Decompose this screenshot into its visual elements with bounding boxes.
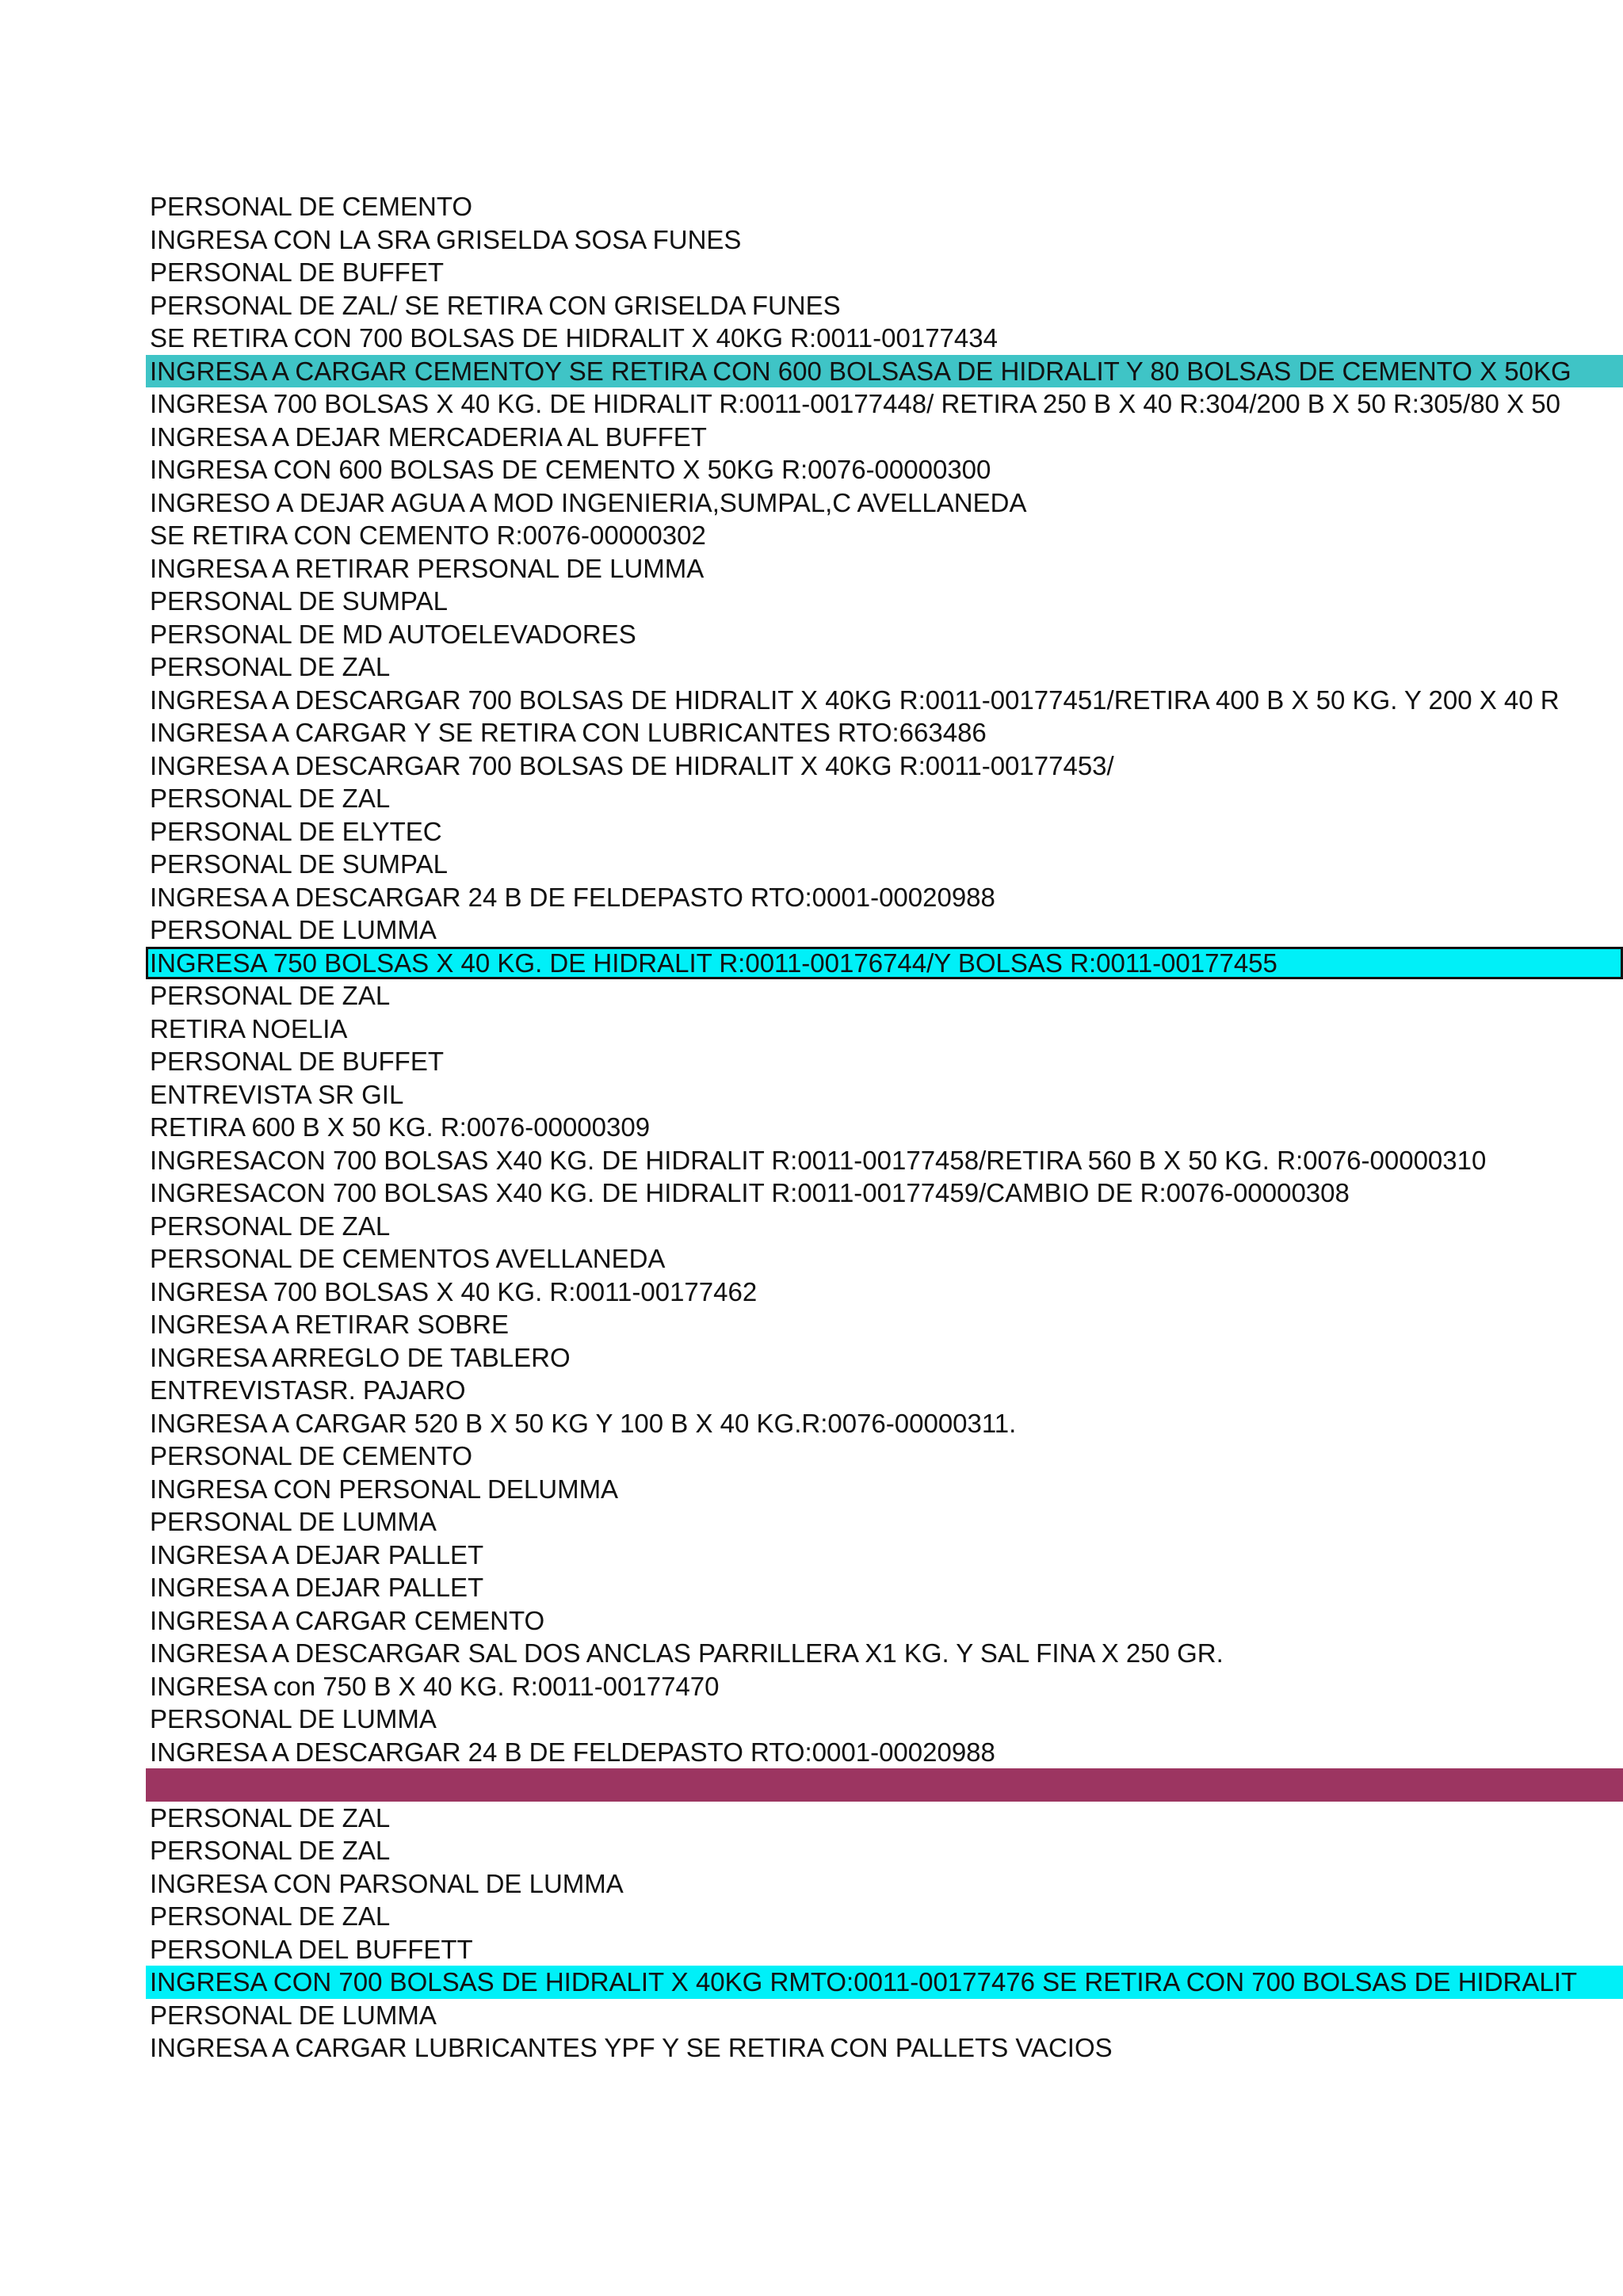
cell-row[interactable]: RETIRA 600 B X 50 KG. R:0076-00000309 bbox=[150, 1112, 651, 1142]
cell-row[interactable]: PERSONAL DE LUMMA bbox=[150, 915, 437, 944]
cell-row[interactable]: PERSONAL DE ZAL bbox=[150, 1211, 391, 1241]
cell-row[interactable]: INGRESA A DESCARGAR SAL DOS ANCLAS PARRILLERA X1 KG. Y SAL FINA X 250 GR. bbox=[150, 1638, 1224, 1668]
cell-row[interactable]: PERSONAL DE LUMMA bbox=[150, 2000, 437, 2030]
cell-row[interactable]: INGRESA CON LA SRA GRISELDA SOSA FUNES bbox=[150, 224, 742, 254]
cell-row[interactable]: INGRESA 700 BOLSAS X 40 KG. DE HIDRALIT R:0011-00177448/ RETIRA 250 B X 40 R:304/200 B X 50 R:305/80 X 50 bbox=[150, 389, 1560, 418]
cell-row[interactable]: INGRESA A CARGAR LUBRICANTES YPF Y SE RETIRA CON PALLETS VACIOS bbox=[150, 2033, 1113, 2062]
cell-row[interactable]: INGRESA A RETIRAR SOBRE bbox=[150, 1310, 509, 1339]
cell-row[interactable]: INGRESA A DEJAR PALLET bbox=[150, 1573, 484, 1602]
row-list bbox=[146, 190, 1623, 2065]
cell-row[interactable]: INGRESA 700 BOLSAS X 40 KG. R:0011-00177462 bbox=[150, 1276, 758, 1306]
cell-row[interactable]: RETIRA NOELIA bbox=[150, 1013, 348, 1043]
cell-row[interactable]: INGRESA 750 BOLSAS X 40 KG. DE HIDRALIT R:0011-00176744/Y BOLSAS R:0011-00177455 bbox=[146, 947, 1623, 980]
cell-row[interactable]: INGRESA A DESCARGAR 700 BOLSAS DE HIDRALIT X 40KG R:0011-00177453/ bbox=[150, 750, 1114, 780]
cell-row[interactable]: PERSONAL DE BUFFET bbox=[150, 1047, 445, 1076]
cell-row[interactable]: INGRESA A CARGAR CEMENTOY SE RETIRA CON 600 BOLSASA DE HIDRALIT Y 80 BOLSAS DE CEMENTO X 50KG bbox=[146, 355, 1623, 388]
cell-row[interactable]: PERSONAL DE ZAL bbox=[150, 981, 391, 1010]
cell-row[interactable]: PERSONAL DE CEMENTO bbox=[150, 1441, 473, 1470]
cell-row[interactable]: INGRESA A CARGAR Y SE RETIRA CON LUBRICANTES RTO:663486 bbox=[150, 718, 987, 747]
cell-row[interactable]: INGRESA CON PARSONAL DE LUMMA bbox=[150, 1868, 624, 1898]
cell-row[interactable]: PERSONAL DE LUMMA bbox=[150, 1507, 437, 1536]
cell-row[interactable]: PERSONAL DE ZAL bbox=[150, 1802, 391, 1833]
cell-row[interactable]: INGRESA CON 700 BOLSAS DE HIDRALIT X 40KG RMTO:0011-00177476 SE RETIRA CON 700 BOLSAS DE HIDRALIT bbox=[146, 1966, 1623, 1999]
cell-row[interactable]: INGRESA A CARGAR CEMENTO bbox=[150, 1605, 545, 1635]
cell-row[interactable]: INGRESACON 700 BOLSAS X40 KG. DE HIDRALIT R:0011-00177459/CAMBIO DE R:0076-00000308 bbox=[150, 1178, 1350, 1207]
cell-row[interactable]: PERSONAL DE CEMENTO bbox=[150, 192, 473, 221]
cell-row[interactable]: INGRESA ARREGLO DE TABLERO bbox=[150, 1342, 571, 1372]
cell-row[interactable]: INGRESO A DEJAR AGUA A MOD INGENIERIA,SUMPAL,C AVELLANEDA bbox=[150, 487, 1027, 517]
cell-row[interactable]: PERSONAL DE MD AUTOELEVADORES bbox=[150, 619, 636, 649]
cell-row[interactable]: INGRESA CON PERSONAL DELUMMA bbox=[150, 1474, 619, 1504]
cell-row[interactable]: ENTREVISTA SR GIL bbox=[150, 1079, 404, 1109]
cell-row[interactable]: PERSONAL DE ELYTEC bbox=[150, 816, 442, 846]
separator-bar[interactable] bbox=[146, 1768, 1623, 1802]
cell-row[interactable]: INGRESA A RETIRAR PERSONAL DE LUMMA bbox=[150, 553, 705, 583]
cell-row[interactable]: INGRESA A DESCARGAR 24 B DE FELDEPASTO RTO:0001-00020988 bbox=[150, 882, 995, 912]
cell-row[interactable]: INGRESA A CARGAR 520 B X 50 KG Y 100 B X 40 KG.R:0076-00000311. bbox=[150, 1408, 1017, 1438]
cell-row[interactable]: PERSONAL DE BUFFET bbox=[150, 257, 445, 287]
cell-row[interactable]: PERSONAL DE ZAL bbox=[150, 1836, 391, 1865]
cell-row[interactable]: PERSONAL DE ZAL bbox=[150, 652, 391, 681]
cell-row[interactable]: PERSONAL DE SUMPAL bbox=[150, 849, 448, 879]
cell-row[interactable]: INGRESA A DEJAR PALLET bbox=[150, 1539, 484, 1569]
cell-row[interactable]: PERSONAL DE LUMMA bbox=[150, 1704, 437, 1733]
cell-row[interactable]: INGRESA A DESCARGAR 700 BOLSAS DE HIDRALIT X 40KG R:0011-00177451/RETIRA 400 B X 50 KG. Y 200 X 40 R bbox=[150, 685, 1560, 715]
cell-row[interactable]: INGRESACON 700 BOLSAS X40 KG. DE HIDRALIT R:0011-00177458/RETIRA 560 B X 50 KG. R:0076-00000310 bbox=[150, 1145, 1487, 1175]
cell-row[interactable]: PERSONAL DE ZAL bbox=[150, 784, 391, 813]
cell-row[interactable]: PERSONAL DE ZAL bbox=[150, 1901, 391, 1931]
cell-row[interactable]: PERSONLA DEL BUFFETT bbox=[150, 1934, 473, 1964]
cell-row[interactable]: INGRESA A DEJAR MERCADERIA AL BUFFET bbox=[150, 421, 707, 452]
cell-row[interactable]: PERSONAL DE SUMPAL bbox=[150, 586, 448, 616]
cell-row[interactable]: SE RETIRA CON CEMENTO R:0076-00000302 bbox=[150, 521, 706, 550]
cell-row[interactable]: PERSONAL DE CEMENTOS AVELLANEDA bbox=[150, 1244, 666, 1273]
cell-row[interactable]: SE RETIRA CON 700 BOLSAS DE HIDRALIT X 40KG R:0011-00177434 bbox=[150, 323, 998, 353]
cell-row[interactable]: ENTREVISTASR. PAJARO bbox=[150, 1375, 466, 1405]
cell-row[interactable]: INGRESA CON 600 BOLSAS DE CEMENTO X 50KG R:0076-00000300 bbox=[150, 455, 991, 484]
cell-row[interactable]: INGRESA con 750 B X 40 KG. R:0011-00177470 bbox=[150, 1671, 720, 1701]
cell-row[interactable]: PERSONAL DE ZAL/ SE RETIRA CON GRISELDA FUNES bbox=[150, 290, 841, 320]
cell-row[interactable]: INGRESA A DESCARGAR 24 B DE FELDEPASTO RTO:0001-00020988 bbox=[150, 1737, 995, 1767]
